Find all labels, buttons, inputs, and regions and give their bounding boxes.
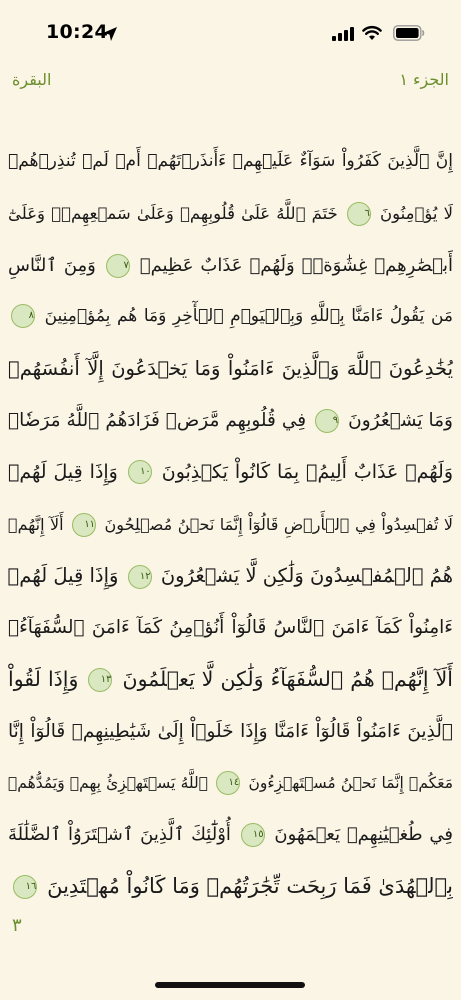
quran-line (8, 188, 453, 240)
quran-line (8, 291, 453, 343)
verse-text: وَمِنَ ٱلنَّاسِ (8, 254, 96, 276)
surah-name[interactable]: البقرة (12, 70, 52, 89)
ayah-number-marker[interactable]: ١٤ (216, 771, 240, 795)
verse-text: يُخَٰدِعُونَ ٱللَّهَ وَٱلَّذِينَ ءَامَنُواْ وَمَا يَخۡدَعُونَ إِلَّآ أَنفُسَهُمۡ (8, 357, 453, 381)
verse-text: فِي طُغۡيَٰنِهِمۡ يَعۡمَهُونَ (274, 824, 453, 846)
quran-line (8, 809, 453, 861)
quran-line (8, 550, 453, 602)
verse-text: مَن يَقُولُ ءَامَنَّا بِٱللَّهِ وَبِٱلۡيَوۡمِ ٱلۡأٓخِرِ وَمَا هُم بِمُؤۡمِنِينَ (44, 306, 453, 327)
verse-text: فِي قُلُوبِهِم مَّرَضٞ فَزَادَهُمُ ٱللَّهُ مَرَضٗاۖ (8, 409, 307, 431)
quran-line (8, 861, 453, 913)
status-bar (0, 0, 461, 70)
battery-icon (393, 25, 425, 41)
wifi-icon (362, 25, 382, 41)
verse-text: وَلَهُمۡ عَذَابٌ أَلِيمُۢ بِمَا كَانُواْ يَكۡذِبُونَ (161, 460, 453, 483)
status-time: 10:24 (46, 21, 108, 43)
ayah-number-marker[interactable]: ٧ (106, 254, 130, 278)
verse-text: أُوْلَٰٓئِكَ ٱلَّذِينَ ٱشۡتَرَوُاْ ٱلضَّلَٰلَةَ (8, 824, 231, 846)
ayah-number-marker[interactable]: ٦ (347, 202, 371, 226)
ayah-number-marker[interactable]: ١٦ (13, 875, 37, 899)
quran-line (8, 499, 453, 551)
quran-line (8, 758, 453, 810)
verse-text: وَمَا يَشۡعُرُونَ (348, 409, 453, 431)
verse-text: هُمُ ٱلۡمُفۡسِدُونَ وَلَٰكِن لَّا يَشۡعُرُونَ (160, 564, 453, 588)
verse-text: خَتَمَ ٱللَّهُ عَلَىٰ قُلُوبِهِمۡ وَعَلَىٰ سَمۡعِهِمۡۖ وَعَلَىٰٓ (8, 203, 338, 223)
quran-line (8, 654, 453, 706)
verse-text: أَبۡصَٰرِهِمۡ غِشَٰوَةٞۖ وَلَهُمۡ عَذَابٌ عَظِيمٞ (139, 254, 453, 276)
verse-text: أَلَآ إِنَّهُمۡ هُمُ ٱلسُّفَهَآءُ وَلَٰكِن لَّا يَعۡلَمُونَ (122, 666, 453, 691)
ayah-number-marker[interactable]: ٩ (315, 409, 339, 433)
verse-text: لَا يُؤۡمِنُونَ (380, 203, 453, 223)
verse-text: وَإِذَا قِيلَ لَهُمۡ (8, 564, 119, 588)
juz-label: الجزء ١ (399, 70, 449, 89)
quran-line (8, 240, 453, 292)
cellular-signal-icon (332, 27, 354, 41)
location-arrow-icon (102, 26, 118, 42)
verse-text: وَإِذَا لَقُواْ (8, 666, 79, 691)
ayah-number-marker[interactable]: ١١ (72, 513, 96, 537)
home-indicator[interactable] (155, 982, 305, 988)
verse-text: بِٱلۡهُدَىٰ فَمَا رَبِحَت تِّجَٰرَتُهُمۡ وَمَا كَانُواْ مُهۡتَدِينَ (47, 874, 453, 899)
page-number: ٣ (12, 915, 22, 936)
verse-text: أَلَآ إِنَّهُمۡ (8, 514, 64, 534)
ayah-number-marker[interactable]: ١٢ (128, 565, 152, 589)
quran-page-text (8, 136, 453, 913)
verse-text: ءَامِنُواْ كَمَآ ءَامَنَ ٱلنَّاسُ قَالُوٓاْ أَنُؤۡمِنُ كَمَآ ءَامَنَ ٱلسُّفَهَآءُۗ (8, 617, 453, 639)
verse-text: إِنَّ ٱلَّذِينَ كَفَرُواْ سَوَآءٌ عَلَيۡهِمۡ ءَأَنذَرۡتَهُمۡ أَمۡ لَمۡ تُنذِرۡهُمۡ (8, 151, 453, 171)
quran-line (8, 136, 453, 188)
ayah-number-marker[interactable]: ١٣ (88, 668, 112, 692)
verse-text: ٱلَّذِينَ ءَامَنُواْ قَالُوٓاْ ءَامَنَّا وَإِذَا خَلَوۡاْ إِلَىٰ شَيَٰطِينِهِمۡ قَالُوٓاْ إِنَّا (8, 720, 453, 742)
quran-line (8, 447, 453, 499)
ayah-number-marker[interactable]: ١٠ (128, 460, 152, 484)
verse-text: مَعَكُمۡ إِنَّمَا نَحۡنُ مُسۡتَهۡزِءُونَ (248, 773, 453, 792)
verse-text: وَإِذَا قِيلَ لَهُمۡ (8, 460, 118, 483)
quran-line (8, 343, 453, 395)
ayah-number-marker[interactable]: ١٥ (241, 823, 265, 847)
verse-text: ٱللَّهُ يَسۡتَهۡزِئُ بِهِمۡ وَيَمُدُّهُمۡ (8, 773, 209, 792)
quran-line (8, 602, 453, 654)
ayah-number-marker[interactable]: ٨ (11, 304, 35, 328)
quran-line (8, 706, 453, 758)
quran-line (8, 395, 453, 447)
verse-text: لَا تُفۡسِدُواْ فِي ٱلۡأَرۡضِ قَالُوٓاْ إِنَّمَا نَحۡنُ مُصۡلِحُونَ (104, 514, 453, 534)
